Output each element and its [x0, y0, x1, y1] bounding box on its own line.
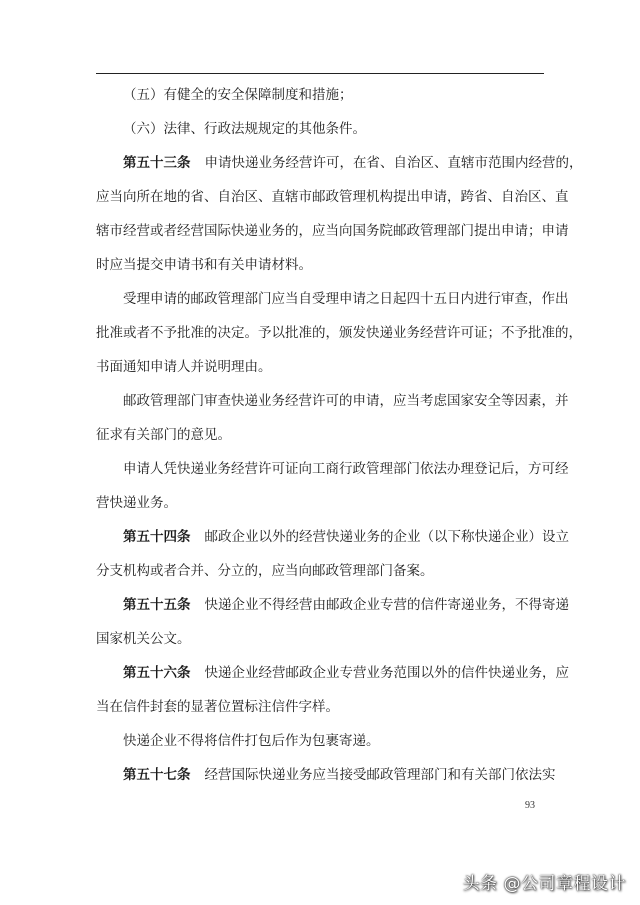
page-number: 93	[525, 800, 535, 811]
text-line: 申请人凭快递业务经营许可证向工商行政管理部门依法办理登记后，方可经	[123, 461, 569, 477]
article-text: 快递企业经营邮政企业专营业务范围以外的信件快递业务，应	[204, 665, 569, 681]
text-line: 当在信件封套的显著位置标注信件字样。	[96, 699, 339, 715]
text-line: 快递企业不得将信件打包后作为包裹寄递。	[123, 733, 380, 749]
article-56-line	[96, 662, 569, 684]
article-54-line	[96, 526, 569, 548]
article-number: 第五十七条	[123, 767, 191, 783]
text-line: 时应当提交申请书和有关申请材料。	[96, 257, 312, 273]
article-number: 第五十三条	[123, 155, 191, 171]
text-line: 批准或者不予批准的决定。予以批准的，颁发快递业务经营许可证；不予批准的，	[96, 325, 582, 341]
text-line: 国家机关公文。	[96, 631, 191, 647]
header-rule	[96, 73, 544, 74]
text-line: （五）有健全的安全保障制度和措施；	[123, 87, 353, 103]
article-57-line	[96, 764, 556, 786]
article-number: 第五十四条	[123, 529, 191, 545]
text-line: 营快递业务。	[96, 495, 177, 511]
text-line: 受理申请的邮政管理部门应当自受理申请之日起四十五日内进行审查，作出	[123, 291, 569, 307]
article-text: 邮政企业以外的经营快递业务的企业（以下称快递企业）设立	[204, 529, 569, 545]
article-53-line	[96, 152, 583, 174]
text-line: 书面通知申请人并说明理由。	[96, 359, 272, 375]
document-body	[96, 84, 583, 786]
watermark: 头条 @公司章程设计	[462, 874, 626, 894]
article-text: 快递企业不得经营由邮政企业专营的信件寄递业务，不得寄递	[204, 597, 569, 613]
text-line: 邮政管理部门审查快递业务经营许可的申请，应当考虑国家安全等因素，并	[123, 393, 569, 409]
article-text: 经营国际快递业务应当接受邮政管理部门和有关部门依法实	[204, 767, 556, 783]
article-55-line	[96, 594, 569, 616]
text-line: 征求有关部门的意见。	[96, 427, 231, 443]
text-line: （六）法律、行政法规规定的其他条件。	[123, 121, 366, 137]
article-number: 第五十五条	[123, 597, 191, 613]
article-number: 第五十六条	[123, 665, 191, 681]
text-line: 应当向所在地的省、自治区、直辖市邮政管理机构提出申请，跨省、自治区、直	[96, 189, 569, 205]
article-text: 申请快递业务经营许可，在省、自治区、直辖市范围内经营的，	[204, 155, 583, 171]
text-line: 分支机构或者合并、分立的，应当向邮政管理部门备案。	[96, 563, 434, 579]
text-line: 辖市经营或者经营国际快递业务的，应当向国务院邮政管理部门提出申请；申请	[96, 223, 569, 239]
